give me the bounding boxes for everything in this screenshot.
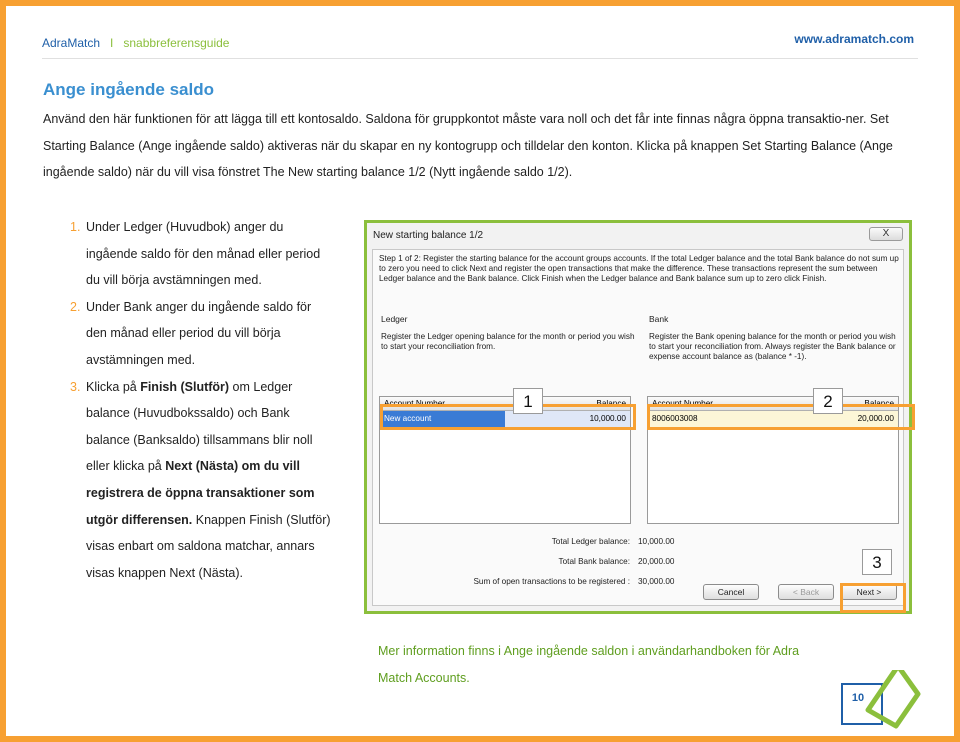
steps-list [56, 214, 331, 586]
header-separator: I [110, 36, 114, 50]
totals [473, 532, 718, 592]
open-transactions-value: 30,000.00 [638, 577, 675, 586]
ledger-account-cell[interactable]: New account [380, 411, 505, 427]
col-account-number[interactable]: Account Number [652, 399, 713, 408]
intro-text: Använd den här funktionen för att lägga till ett kontosaldo. Saldona för gruppkontot måste vara noll och det får inte finnas några öppna transaktio-ner. Set Starting Balance (Ange ingående saldo) aktiveras när du skapar en ny kontogrupp och tilldelar den konton. Klicka på knappen Set Starting Balance (Ange ingående saldo) när du vill visa fönstret The New starting balance 1/2 (Nytt ingående saldo 1/2). [43, 112, 893, 179]
total-bank-value: 20,000.00 [638, 557, 675, 566]
step-3: 3. Klicka på Finish (Slutför) om Ledger balance (Huvudbokssaldo) och Bank balance (Banksaldo) tillsammans blir noll eller klicka på Next (Nästa) om du vill registrera de öppna transaktioner som utgör differensen. Knappen Finish (Slutför) visas enbart om saldona matchar, annars visas knappen Next (Nästa). [70, 379, 331, 580]
marker-3: 3 [862, 549, 892, 575]
brand-name: AdraMatch [42, 36, 101, 50]
bank-balance-cell[interactable]: 20,000.00 [857, 414, 894, 423]
col-balance[interactable]: Balance [596, 399, 626, 408]
ledger-row-highlight [380, 404, 636, 430]
ledger-balance-cell[interactable]: 10,000.00 [505, 411, 630, 427]
header-url[interactable]: www.adramatch.com [794, 32, 914, 46]
dialog-title: New starting balance 1/2 [373, 230, 484, 241]
ledger-description: Register the Ledger opening balance for the month or period you wish to start your reconciliation from. [381, 332, 635, 351]
bank-title: Bank [649, 314, 669, 324]
badge-square [842, 684, 882, 724]
total-ledger-label: Total Ledger balance: [551, 537, 630, 546]
header-divider [42, 58, 918, 59]
page-title: Ange ingående saldo [43, 80, 214, 99]
bank-description: Register the Bank opening balance for the month or period you wish to start your reconciliation from. Always register the Bank balance or expense account balance as (balance * -1). [649, 332, 896, 361]
step-2: 2. Under Bank anger du ingående saldo för den månad eller period du vill börja avstämningen med. [70, 299, 312, 367]
open-transactions-label: Sum of open transactions to be registered : [473, 577, 630, 586]
col-account-number[interactable]: Account Number [384, 399, 445, 408]
ledger-title: Ledger [381, 314, 408, 324]
total-bank-label: Total Bank balance: [558, 557, 630, 566]
marker-1: 1 [513, 388, 543, 414]
badge-diamond [868, 670, 918, 726]
cancel-button[interactable]: Cancel [703, 584, 759, 600]
next-button[interactable]: Next > [841, 584, 897, 600]
marker-2: 2 [813, 388, 843, 414]
more-info-text: Mer information finns i Ange ingående saldon i användarhandboken för Adra Match Accounts. [378, 644, 800, 685]
page-number: 10 [851, 692, 865, 704]
total-ledger-value: 10,000.00 [638, 537, 675, 546]
dialog-description: Step 1 of 2: Register the starting balance for the account groups accounts. If the total Ledger balance and the total Bank balance do not sum up to zero you need to click Next and register the open transactions that make the difference. These transactions represent the sum between Ledger balance and the Bank balance. Click Finish when the Ledger balance and Bank balance sum up to zero click Finish. [379, 254, 899, 283]
back-button[interactable]: < Back [778, 584, 834, 600]
guide-label: snabbreferensguide [123, 36, 230, 50]
bank-account-cell[interactable]: 8006003008 [652, 414, 698, 423]
col-balance[interactable]: Balance [864, 399, 894, 408]
step-1: 1. Under Ledger (Huvudbok) anger du ingående saldo för den månad eller period du vill börja avstämningen med. [70, 220, 321, 288]
bank-row-highlight [647, 404, 915, 430]
next-button-highlight [840, 583, 906, 613]
close-button[interactable]: X [869, 227, 903, 241]
header-brand [42, 36, 229, 50]
